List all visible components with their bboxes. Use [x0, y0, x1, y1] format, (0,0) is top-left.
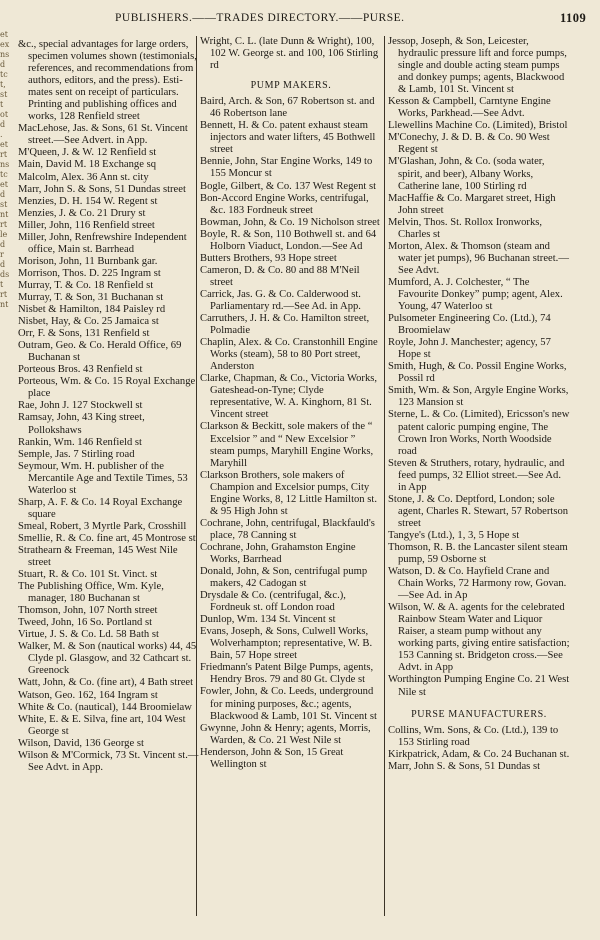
directory-entry: Main, David M. 18 Exchange sq: [18, 159, 156, 171]
directory-entry: Smith, Wm. & Son, Argyle Engine Works, 123 Mansion st: [388, 385, 569, 409]
directory-entry: M'Conechy, J. & D. B. & Co. 90 West Regent st: [388, 132, 550, 156]
directory-entry: Miller, John, 116 Renfield street: [18, 219, 155, 231]
directory-entry: Smellie, R. & Co. fine art, 45 Montrose st: [18, 532, 196, 544]
directory-entry: White & Co. (nautical), 144 Broomielaw: [18, 701, 192, 713]
directory-entry: Stone, J. & Co. Deptford, London; sole agent, Charles R. Stewart, 57 Robertson street: [388, 493, 569, 529]
directory-entry: Watson, Geo. 162, 164 Ingram st: [18, 689, 158, 701]
section-heading-pump-makers: PUMP MAKERS.: [250, 80, 332, 92]
directory-entry: Collins, Wm. Sons, & Co. (Ltd.), 139 to 153 Stirling road: [388, 724, 559, 748]
directory-entry: Watt, John, & Co. (fine art), 4 Bath street: [18, 677, 194, 689]
directory-entry: Watson, D. & Co. Hayfield Crane and Chain Works, 72 Harmony row, Govan.—See Ad. in Ap: [388, 566, 567, 602]
column-2: [200, 36, 382, 771]
directory-entry: Thomson, R. B. the Lancaster silent steam pump, 59 Osborne st: [388, 541, 568, 566]
directory-entry: Carruthers, J. H. & Co. Hamilton street, Polmadie: [200, 313, 370, 337]
directory-entry: Thomson, John, 107 North street: [18, 605, 158, 617]
directory-entry: Bennett, H. & Co. patent exhaust steam injectors and water lifters, 45 Bothwell street: [200, 120, 376, 156]
directory-entry: M'Glashan, John, & Co. (soda water, spirit, and beer), Albany Works, Catherine lane, 100 Stirling rd: [388, 156, 545, 192]
directory-entry: Smeal, Robert, 3 Myrtle Park, Crosshill: [18, 520, 187, 532]
directory-entry: Llewellins Machine Co. (Limited), Bristol: [388, 120, 568, 132]
directory-entry: Worthington Pumping Engine Co. 21 West Nile st: [388, 674, 570, 698]
directory-entry: Bon-Accord Engine Works, centrifugal, &c. 183 Fordneuk street: [200, 192, 369, 216]
directory-entry: Malcolm, Alex. 36 Ann st. city: [18, 171, 149, 183]
binding-gutter-fragments: et ex ns d tc t, st t ot d . et rt ns tc et d st nt rt le d r d ds t rt nt: [0, 30, 10, 309]
directory-entry: Rae, John J. 127 Stockwell st: [18, 400, 143, 412]
directory-entry: Bowman, John, & Co. 19 Nicholson street: [200, 216, 380, 228]
running-title: PUBLISHERS.——TRADES DIRECTORY.——PURSE.: [115, 12, 405, 24]
directory-entry: Porteous Bros. 43 Renfield st: [18, 364, 143, 376]
directory-entry: Donald, John, & Son, centrifugal pump makers, 42 Cadogan st: [200, 566, 368, 590]
directory-entry: Melvin, Thos. St. Rollox Ironworks, Charles st: [388, 216, 543, 240]
directory-entry: Mumford, A. J. Colchester, “ The Favourite Donkey” pump; agent, Alex. Young, 47 Waterloo st: [388, 276, 563, 313]
directory-entry: Semple, Jas. 7 Stirling road: [18, 448, 135, 460]
directory-entry: Kesson & Campbell, Carntyne Engine Works, Parkhead.—See Advt.: [388, 96, 551, 120]
directory-entry: Pulsometer Engineering Co. (Ltd.), 74 Broomielaw: [388, 313, 551, 337]
directory-entry: Wilson, W. & A. agents for the celebrated Rainbow Steam Water and Liquor Raiser, a steam pump without any working parts, giving entire satisfaction; 153 Canning st. Bridgeton cross.—See Advt. in App: [388, 602, 570, 674]
column-rule-2: [384, 36, 385, 916]
directory-entry: MacLehose, Jas. & Sons, 61 St. Vincent street.—See Advert. in App.: [18, 123, 188, 147]
directory-entry: Walker, M. & Son (nautical works) 44, 45 Clyde pl. Glasgow, and 32 Cathcart st. Greenock: [18, 641, 197, 677]
directory-entry: Cameron, D. & Co. 80 and 88 M'Neil street: [200, 264, 360, 288]
directory-entry: Boyle, R. & Son, 110 Bothwell st. and 64 Holborn Viaduct, London.—See Ad: [200, 228, 377, 252]
directory-entry: Menzies, D. H. 154 W. Regent st: [18, 195, 158, 207]
directory-entry: Strathearn & Freeman, 145 West Nile street: [18, 544, 178, 569]
directory-entry: Wright, C. L. (late Dunn & Wright), 100, 102 W. George st. and 100, 106 Stirling rd: [200, 36, 379, 72]
directory-entry: Murray, T. & Son, 31 Buchanan st: [18, 291, 164, 303]
directory-entry: Clarkson & Beckitt, sole makers of the “ Excelsior ” and “ New Excelsior ” steam pumps, Maryhill Engine Works, Maryhill: [200, 421, 374, 469]
directory-entry: Bennie, John, Star Engine Works, 149 to 155 Moncur st: [200, 156, 373, 180]
directory-entry: Wilson & M'Cormick, 73 St. Vincent st.—See Advt. in App.: [18, 749, 199, 773]
directory-entry: Smith, Hugh, & Co. Possil Engine Works, Possil rd: [388, 361, 567, 385]
directory-entry: M'Queen, J. & W. 12 Renfield st: [18, 147, 157, 159]
directory-entry: Outram, Geo. & Co. Herald Office, 69 Buchanan st: [18, 340, 182, 364]
directory-entry: Tweed, John, 16 So. Portland st: [18, 617, 153, 629]
directory-entry: Tangye's (Ltd.), 1, 3, 5 Hope st: [388, 529, 520, 541]
directory-entry: Marr, John S. & Sons, 51 Dundas street: [18, 183, 186, 195]
directory-entry: Rankin, Wm. 146 Renfield st: [18, 436, 142, 448]
section-heading-purse-manufacturers: PURSE MANUFACTURERS.: [411, 708, 547, 720]
directory-entry: Jessop, Joseph, & Son, Leicester, hydraulic pressure lift and force pumps, single and double acting steam pumps and donkey pumps; agents, Blackwood & Lamb, 101 St. Vincent st: [388, 36, 567, 96]
directory-entry: Morrison, Thos. D. 225 Ingram st: [18, 267, 161, 279]
directory-entry: Porteous, Wm. & Co. 15 Royal Exchange place: [18, 376, 196, 400]
directory-entry: Friedmann's Patent Bilge Pumps, agents, Hendry Bros. 79 and 80 Gt. Clyde st: [200, 662, 374, 686]
directory-entry: Morton, Alex. & Thomson (steam and water jet pumps), 96 Buchanan street.—See Advt.: [388, 240, 569, 276]
directory-entry: Royle, John J. Manchester; agency, 57 Hope st: [388, 337, 551, 361]
directory-entry: Drysdale & Co. (centrifugal, &c.), Fordneuk st. off London road: [200, 590, 346, 614]
directory-entry: Miller, John, Renfrewshire Independent office, Main st. Barrhead: [18, 231, 187, 255]
directory-entry: White, E. & E. Silva, fine art, 104 West George st: [18, 713, 186, 737]
directory-entry: Kirkpatrick, Adam, & Co. 24 Buchanan st.: [388, 748, 570, 760]
directory-entry: Bogle, Gilbert, & Co. 137 West Regent st: [200, 180, 377, 192]
directory-entry: Virtue, J. S. & Co. Ld. 58 Bath st: [18, 629, 159, 641]
directory-entry: Sharp, A. F. & Co. 14 Royal Exchange square: [18, 496, 183, 520]
directory-entry: Butters Brothers, 93 Hope street: [200, 252, 337, 264]
directory-entry: Menzies, J. & Co. 21 Drury st: [18, 207, 146, 219]
directory-entry: Fowler, John, & Co. Leeds, underground for mining purposes, &c.; agents, Blackwood & Lamb, 101 St. Vincent st: [200, 686, 377, 722]
directory-entry: Nisbet & Hamilton, 184 Paisley rd: [18, 304, 166, 316]
directory-entry: Cochrane, John, Grahamston Engine Works, Barrhead: [200, 541, 356, 565]
directory-entry: Orr, F. & Sons, 131 Renfield st: [18, 328, 150, 340]
directory-entry: Evans, Joseph, & Sons, Culwell Works, Wolverhampton; representative, W. B. Bain, 57 Hope street: [200, 626, 373, 662]
directory-entry: The Publishing Office, Wm. Kyle, manager, 180 Buchanan st: [18, 581, 164, 605]
directory-entry: Morison, John, 11 Burnbank gar.: [18, 255, 158, 267]
page-header: [0, 10, 600, 30]
directory-entry: Nisbet, Hay, & Co. 25 Jamaica st: [18, 316, 159, 328]
directory-entry: Wilson, David, 136 George st: [18, 737, 144, 749]
directory-entry: Murray, T. & Co. 18 Renfield st: [18, 279, 154, 291]
page-number: 1109: [560, 11, 587, 25]
directory-entry: Clarke, Chapman, & Co., Victoria Works, Gateshead-on-Tyne; Clyde representative, W. A. Kinghorn, 81 St. Vincent street: [200, 373, 378, 421]
directory-entry: Gwynne, John & Henry; agents, Morris, Warden, & Co. 21 West Nile st: [200, 722, 371, 746]
column-1: [18, 39, 200, 774]
directory-entry: Chaplin, Alex. & Co. Cranstonhill Engine Works (steam), 58 to 80 Port street, Anderston: [200, 337, 378, 373]
directory-entry: Dunlop, Wm. 134 St. Vincent st: [200, 614, 336, 626]
directory-entry: Henderson, John & Son, 15 Great Wellington st: [200, 746, 344, 770]
column-3: [388, 36, 570, 773]
directory-entry: Baird, Arch. & Son, 67 Robertson st. and 46 Robertson lane: [200, 96, 375, 120]
directory-entry: Sterne, L. & Co. (Limited), Ericsson's new patent caloric pumping engine, The Crown Iron Works, North Woodside road: [388, 409, 570, 457]
directory-entry: Stuart, R. & Co. 101 St. Vinct. st: [18, 569, 158, 581]
directory-entry: MacHaffie & Co. Margaret street, High John street: [388, 192, 556, 216]
directory-entry: Cochrane, John, centrifugal, Blackfauld's place, 78 Canning st: [200, 517, 375, 541]
directory-entry: Carrick, Jas. G. & Co. Calderwood st. Parliamentary rd.—See Ad. in App.: [200, 288, 361, 312]
directory-entry: Clarkson Brothers, sole makers of Champion and Excelsior pumps, City Engine Works, 8, 12 Little Hamilton st. & 95 High John st: [200, 469, 377, 517]
directory-entry: Marr, John S. & Sons, 51 Dundas st: [388, 760, 541, 772]
directory-entry: Seymour, Wm. H. publisher of the Mercantile Age and Textile Times, 53 Waterloo st: [18, 460, 188, 496]
directory-entry: Steven & Struthers, rotary, hydraulic, and feed pumps, 32 Elliot street.—See Ad. in App: [388, 457, 565, 493]
directory-entry: Ramsay, John, 43 King street, Pollokshaws: [18, 412, 145, 436]
directory-entry: &c., special advantages for large orders, specimen volumes shown (testimonials, references, and recommendations from authors, editors, and the press). Estimates sent on receipt of particulars. Printing and publishing offices and works, 128 Renfield street: [18, 39, 197, 123]
